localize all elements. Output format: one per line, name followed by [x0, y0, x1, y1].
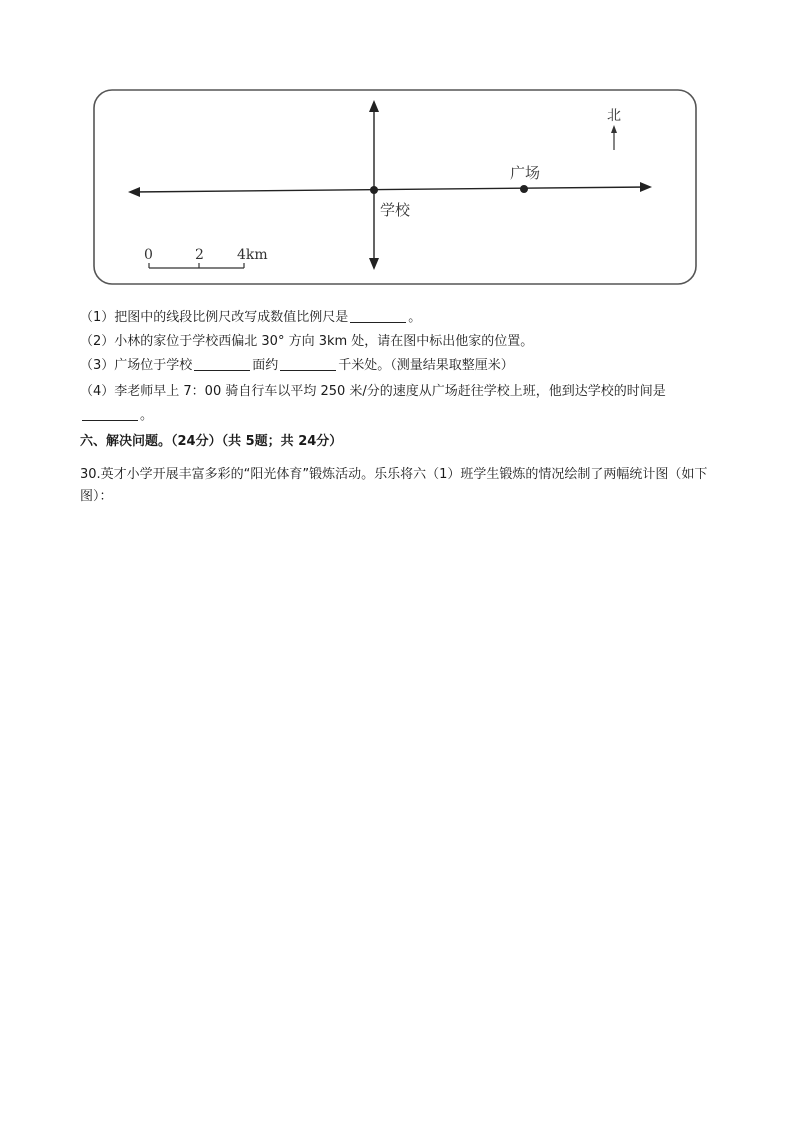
map-figure — [92, 88, 698, 288]
section-heading: 六、解决问题。（24分）（共 5题；共 24分） — [80, 434, 343, 449]
scale-label-4km: 4km — [237, 247, 268, 263]
south-arrowhead — [369, 258, 379, 270]
question-1: （1）把图中的线段比例尺改写成数值比例尺是 。 — [80, 310, 422, 325]
plaza-label: 广场 — [510, 164, 541, 182]
north-label: 北 — [607, 108, 621, 124]
school-label: 学校 — [380, 201, 411, 219]
east-arrowhead — [640, 182, 652, 192]
east-west-axis — [132, 187, 648, 192]
question-4-line2: 。 — [80, 406, 720, 426]
west-arrowhead — [128, 187, 140, 197]
school-point — [370, 186, 378, 194]
answer-blank-3b[interactable] — [280, 356, 336, 371]
scale-label-2: 2 — [195, 247, 204, 263]
north-arrowhead — [369, 100, 379, 112]
scale-label-0: 0 — [144, 247, 153, 263]
question-4: （4）李老师早上 7：00 骑自行车以平均 250 米/分的速度从广场赶往学校上班，他到达学校的时间是 — [80, 384, 666, 399]
question-30: 30.英才小学开展丰富多彩的“阳光体育”锻炼活动。乐乐将六（1）班学生锻炼的情况绘制了两幅统计图（如下图）： — [80, 467, 708, 504]
north-arrow-head-icon — [611, 125, 617, 133]
question-2: （2）小林的家位于学校西偏北 30° 方向 3km 处，请在图中标出他家的位置。 — [80, 334, 534, 349]
answer-blank-4[interactable] — [82, 406, 138, 421]
plaza-point — [520, 185, 528, 193]
question-3: （3）广场位于学校 面约 千米处。（测量结果取整厘米） — [80, 358, 514, 373]
answer-blank-1[interactable] — [350, 308, 406, 323]
answer-blank-3a[interactable] — [194, 356, 250, 371]
